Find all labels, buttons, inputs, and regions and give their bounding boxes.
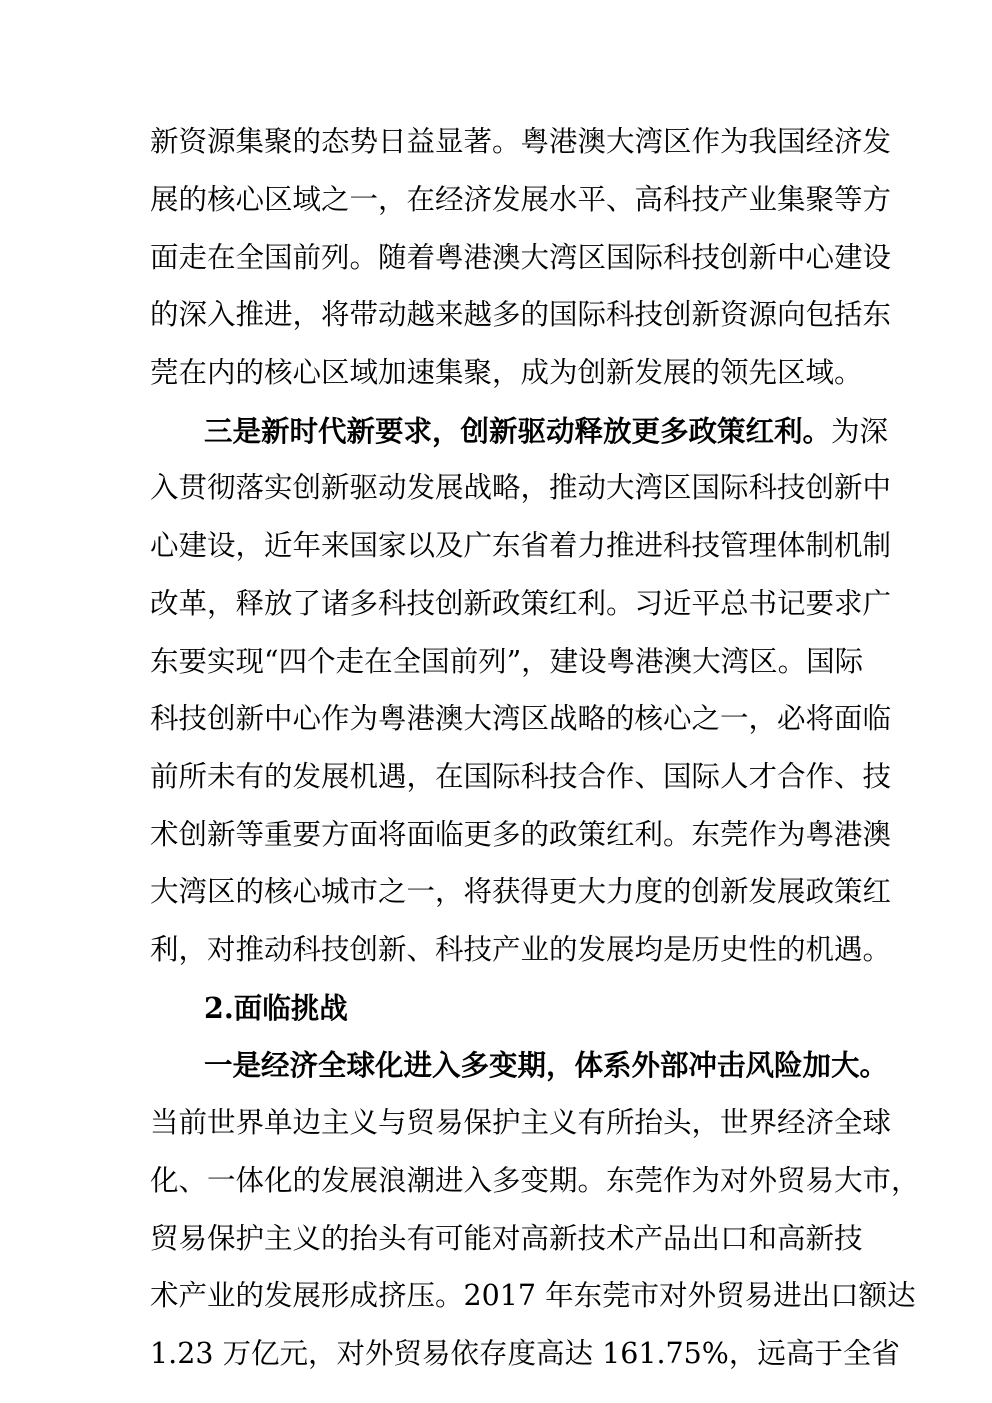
text-line: 改革，释放了诸多科技创新政策红利。习近平总书记要求广	[150, 587, 892, 620]
text-line: 术产业的发展形成挤压。2017 年东莞市对外贸易进出口额达	[150, 1279, 916, 1312]
text-line: 东要实现“四个走在全国前列”，建设粤港澳大湾区。国际	[150, 645, 864, 678]
section-heading: 2.面临挑战	[204, 991, 348, 1025]
text-line: 的深入推进，将带动越来越多的国际科技创新资源向包括东	[150, 298, 892, 331]
text-line: 贸易保护主义的抬头有可能对高新技术产品出口和高新技	[150, 1222, 863, 1255]
heading-tail: 为深	[831, 415, 889, 448]
paragraph-heading: 三是新时代新要求，创新驱动释放更多政策红利。	[204, 414, 832, 448]
text-line: 入贯彻落实创新驱动发展战略，推动大湾区国际科技创新中	[150, 471, 892, 504]
text-line: 科技创新中心作为粤港澳大湾区战略的核心之一，必将面临	[150, 702, 892, 735]
text-line: 新资源集聚的态势日益显著。粤港澳大湾区作为我国经济发	[150, 125, 892, 158]
text-line: 大湾区的核心城市之一，将获得更大力度的创新发展政策红	[150, 875, 892, 908]
text-line: 心建设，近年来国家以及广东省着力推进科技管理体制机制	[150, 529, 892, 562]
text-line: 1.23 万亿元，对外贸易依存度高达 161.75%，远高于全省	[150, 1337, 900, 1370]
text-line: 当前世界单边主义与贸易保护主义有所抬头，世界经济全球	[150, 1106, 892, 1139]
text-line: 前所未有的发展机遇，在国际科技合作、国际人才合作、技	[150, 760, 892, 793]
text-line: 展的核心区域之一，在经济发展水平、高科技产业集聚等方	[150, 183, 892, 216]
text-line: 利，对推动科技创新、科技产业的发展均是历史性的机遇。	[150, 933, 892, 966]
paragraph-heading: 一是经济全球化进入多变期，体系外部冲击风险加大。	[204, 1048, 889, 1082]
paragraph-heading-line	[150, 405, 889, 457]
text-line: 术创新等重要方面将面临更多的政策红利。东莞作为粤港澳	[150, 818, 892, 851]
text-line: 莞在内的核心区域加速集聚，成为创新发展的领先区域。	[150, 356, 863, 389]
text-line: 面走在全国前列。随着粤港澳大湾区国际科技创新中心建设	[150, 241, 892, 274]
text-line: 化、一体化的发展浪潮进入多变期。东莞作为对外贸易大市，	[150, 1164, 920, 1197]
